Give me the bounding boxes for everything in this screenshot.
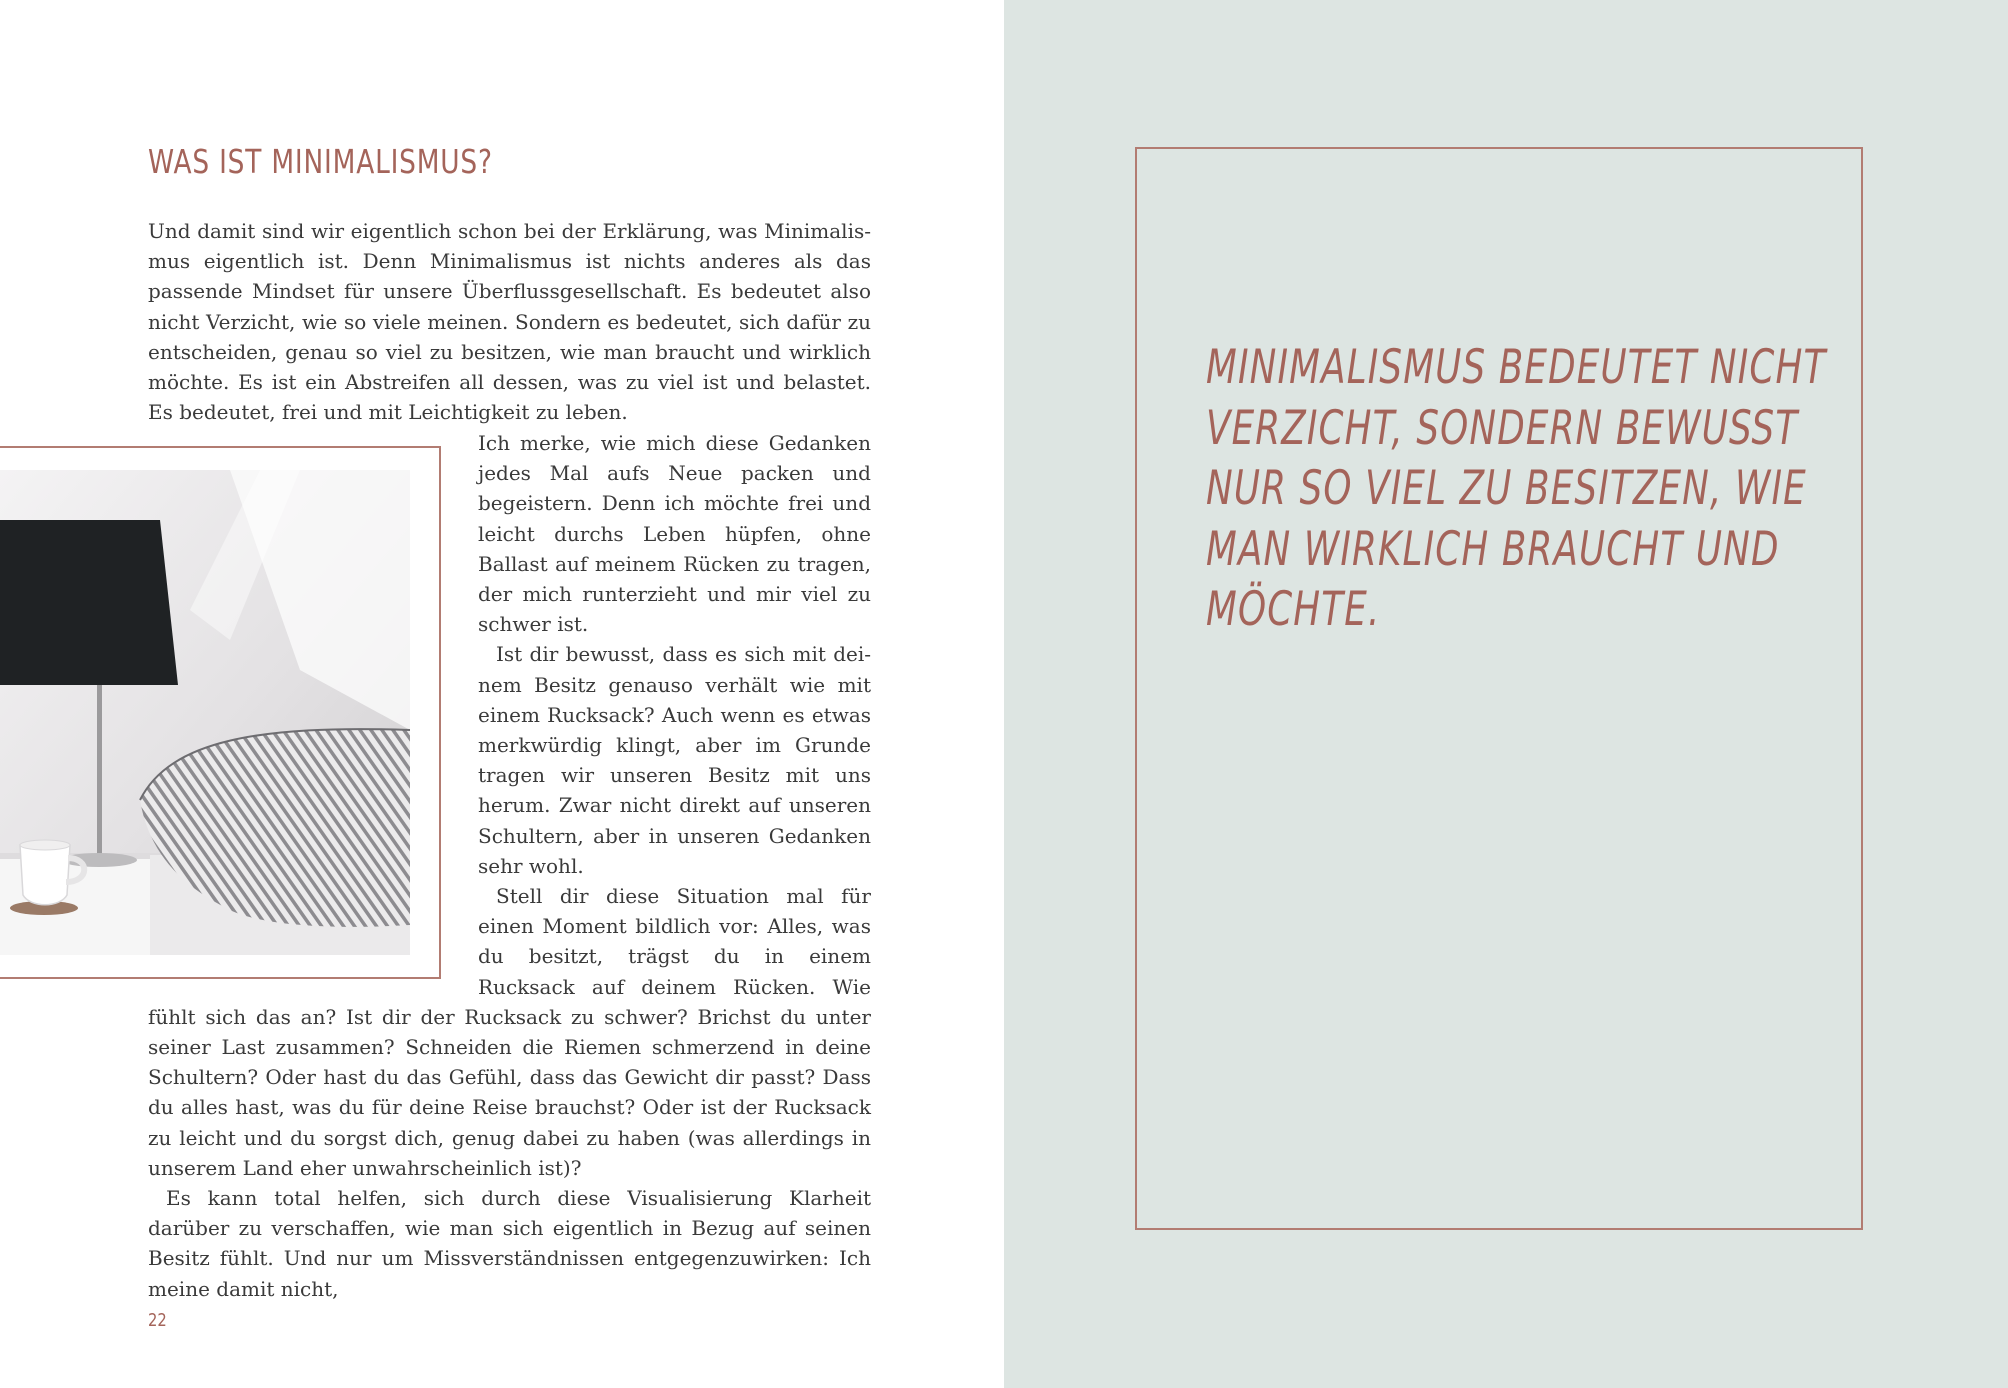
- right-page: [1004, 0, 2008, 1388]
- pull-quote: [1206, 338, 1827, 641]
- intro-paragraph: Und damit sind wir eigentlich schon bei der Erklärung, was Minimalismus eigentlich ist. Denn Minimalismus ist nichts anderes als das passende Mindset für unsere Überflussgesellschaft. Es bedeutet also nicht Verzicht, wie so viele meinen. Sondern es bedeutet, sich dafür zu entscheiden, genau so viel zu besitzen, wie man braucht und wirklich möchte. Es ist ein Abstreifen all dessen, was zu viel ist und belastet. Es bedeutet, frei und mit Leichtigkeit zu leben.: [148, 219, 871, 425]
- wrapped-text-block: [148, 428, 871, 1304]
- image-float-spacer: [148, 428, 478, 988]
- quote-line: MÖCHTE.: [1206, 582, 1381, 637]
- quote-line: MINIMALISMUS BEDEUTET NICHT: [1206, 340, 1827, 395]
- page-number: 22: [148, 1310, 167, 1331]
- body-paragraph: Ist dir bewusst, dass es sich mit deinem Besitz genauso verhält wie mit einem Rucksack? Auch wenn es etwas merkwürdig klingt, aber im Grunde tragen wir unseren Besitz mit uns herum. Zwar nicht direkt auf unseren Schultern, aber in unseren Gedanken sehr wohl.: [478, 642, 871, 878]
- body-paragraph: Stell dir diese Situation mal für einen Moment bildlich vor: Alles, was du besitzt, trägst du in einem Rucksack auf deinem Rücken. Wie fühlt sich das an? Ist dir der Rucksack zu schwer? Brichst du unter seiner Last zusammen? Schneiden die Riemen schmerzend in deine Schultern? Oder hast du das Gefühl, dass das Gewicht dir passt? Dass du alles hast, was du für deine Reise brauchst? Oder ist der Rucksack zu leicht und du sorgst dich, genug dabei zu haben (was allerdings in unserem Land eher unwahrscheinlich ist)?: [148, 884, 871, 1180]
- quote-frame: [1135, 147, 1863, 1230]
- body-paragraph: Ich merke, wie mich diese Gedanken jedes Mal aufs Neue packen und begeistern. Denn ich möchte frei und leicht durchs Leben hüpfen, ohne Ballast auf meinem Rücken zu tragen, der mich runterzieht und mir viel zu schwer ist.: [478, 431, 871, 637]
- quote-line: MAN WIRKLICH BRAUCHT UND: [1206, 521, 1780, 577]
- body-paragraph: Es kann total helfen, sich durch diese Visualisierung Klarheit darüber zu verschaffen, wie man sich eigentlich in Bezug auf seinen Besitz fühlt. Und nur um Missverständnissen entgegenzuwirken: Ich meine damit nicht,: [148, 1186, 871, 1301]
- quote-line: VERZICHT, SONDERN BEWUSST: [1206, 400, 1799, 456]
- quote-line: NUR SO VIEL ZU BESITZEN, WIE: [1206, 461, 1807, 516]
- section-heading: WAS IST MINIMALISMUS?: [148, 142, 493, 181]
